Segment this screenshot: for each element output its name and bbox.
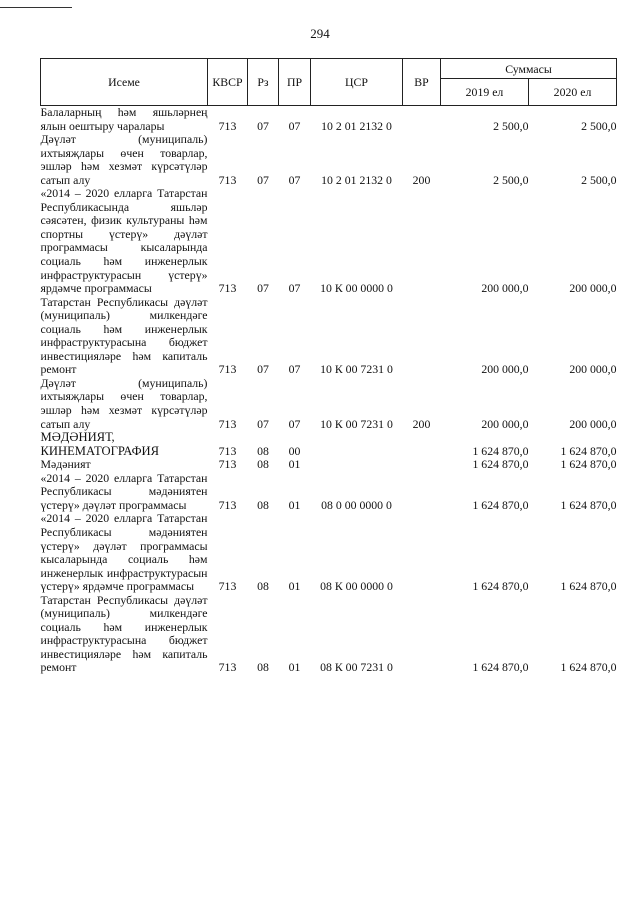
row-vr xyxy=(403,472,441,513)
row-kvsr: 713 xyxy=(218,362,237,377)
row-amount-2019: 1 624 870,0 xyxy=(472,443,529,458)
row-amount-2019: 200 000,0 xyxy=(481,281,529,296)
top-rule xyxy=(0,7,72,8)
row-rz: 07 xyxy=(257,416,269,431)
row-amount-2020: 1 624 870,0 xyxy=(560,457,617,472)
row-pr: 01 xyxy=(288,579,301,594)
row-rz: 08 xyxy=(257,497,269,512)
row-pr: 07 xyxy=(288,172,301,187)
row-rz: 07 xyxy=(257,118,269,133)
row-pr: 07 xyxy=(288,362,301,377)
row-amount-2019: 2 500,0 xyxy=(493,118,529,133)
header-sums: Суммасы xyxy=(441,59,617,79)
table-row xyxy=(41,472,617,513)
row-kvsr: 713 xyxy=(218,457,237,472)
row-kvsr: 713 xyxy=(218,118,237,133)
row-kvsr: 713 xyxy=(218,172,237,187)
row-kvsr: 713 xyxy=(218,416,237,431)
row-amount-2020: 1 624 870,0 xyxy=(560,497,617,512)
row-pr: 01 xyxy=(288,457,301,472)
header-csr: ЦСР xyxy=(311,59,403,106)
header-pr: ПР xyxy=(279,59,311,106)
row-name: «2014 – 2020 елларга Татарстан Республикасында яшьләр сәясәтен, физик культураны һәм спортны үстерү» дәүләт программасы кысаларында социаль һәм инженерлык инфраструктурасын үстерү» ярдәмче программасы xyxy=(40,186,208,296)
row-kvsr: 713 xyxy=(218,497,237,512)
row-vr xyxy=(403,187,441,295)
row-amount-2019: 2 500,0 xyxy=(493,172,529,187)
row-amount-2020: 1 624 870,0 xyxy=(560,579,617,594)
row-vr xyxy=(403,431,441,458)
row-pr: 01 xyxy=(288,497,301,512)
row-amount-2019: 200 000,0 xyxy=(481,362,529,377)
table-row xyxy=(41,458,617,472)
row-name: Татарстан Республикасы дәүләт (муниципаль) милкендәге социаль һәм инженерлык инфраструктурасына бюджет инвестицияләре һәм капиталь ремонт xyxy=(40,294,208,377)
row-csr: 10 К 00 0000 0 xyxy=(320,281,393,296)
row-name: «2014 – 2020 елларга Татарстан Республикасы мәдәниятен үстерү» дәүләт программасы кысаларында социаль һәм инженерлык инфраструктурасын үстерү» ярдәмче программасы xyxy=(40,511,208,594)
row-vr: 200 xyxy=(412,416,431,431)
row-csr: 10 К 00 7231 0 xyxy=(320,362,393,377)
row-pr: 07 xyxy=(288,416,301,431)
row-amount-2020: 200 000,0 xyxy=(569,281,617,296)
table-row xyxy=(41,431,617,458)
row-vr xyxy=(403,594,441,675)
header-name: Исеме xyxy=(41,59,208,106)
table-row xyxy=(41,133,617,187)
table-row xyxy=(41,377,617,431)
row-pr: 07 xyxy=(288,118,301,133)
header-year-2019: 2019 ел xyxy=(441,79,529,106)
row-csr: 08 К 00 0000 0 xyxy=(320,579,393,594)
row-csr xyxy=(311,458,403,472)
row-vr: 200 xyxy=(412,172,431,187)
header-kvsr: КВСР xyxy=(208,59,248,106)
row-pr: 00 xyxy=(288,443,301,458)
header-year-2020: 2020 ел xyxy=(529,79,617,106)
row-amount-2019: 1 624 870,0 xyxy=(472,660,529,675)
row-amount-2020: 200 000,0 xyxy=(569,416,617,431)
row-vr xyxy=(403,458,441,472)
row-kvsr: 713 xyxy=(218,660,237,675)
table-row xyxy=(41,594,617,675)
row-csr: 10 К 00 7231 0 xyxy=(320,416,393,431)
row-kvsr: 713 xyxy=(218,281,237,296)
row-name: Дәүләт (муниципаль) ихтыяҗлары өчен товарлар, эшләр һәм хезмәт күрсәтүләр сатып алу xyxy=(40,375,208,431)
budget-table xyxy=(40,58,617,675)
row-name: Мәдәният xyxy=(40,457,91,472)
row-amount-2020: 1 624 870,0 xyxy=(560,660,617,675)
row-amount-2020: 1 624 870,0 xyxy=(560,443,617,458)
header-rz: Рз xyxy=(248,59,279,106)
row-rz: 08 xyxy=(257,660,269,675)
row-rz: 07 xyxy=(257,362,269,377)
row-amount-2020: 2 500,0 xyxy=(581,118,617,133)
row-name: «2014 – 2020 елларга Татарстан Республикасы мәдәниятен үстерү» дәүләт программасы xyxy=(40,470,208,512)
row-rz: 07 xyxy=(257,172,269,187)
row-amount-2020: 200 000,0 xyxy=(569,362,617,377)
row-amount-2020: 2 500,0 xyxy=(581,172,617,187)
row-vr xyxy=(403,296,441,377)
page-number: 294 xyxy=(310,26,330,41)
row-csr: 10 2 01 2132 0 xyxy=(321,172,392,187)
row-csr: 08 0 00 0000 0 xyxy=(321,497,392,512)
row-amount-2019: 1 624 870,0 xyxy=(472,497,529,512)
row-amount-2019: 1 624 870,0 xyxy=(472,457,529,472)
row-name: Балаларның һәм яшьләрнең ялын оештыру чаралары xyxy=(40,105,208,133)
table-row xyxy=(41,512,617,593)
table-row xyxy=(41,296,617,377)
row-name: Дәүләт (муниципаль) ихтыяҗлары өчен товарлар, эшләр һәм хезмәт күрсәтүләр сатып алу xyxy=(40,132,208,187)
row-rz: 08 xyxy=(257,457,269,472)
row-amount-2019: 200 000,0 xyxy=(481,416,529,431)
table-row xyxy=(41,187,617,295)
row-pr: 07 xyxy=(288,281,301,296)
row-amount-2019: 1 624 870,0 xyxy=(472,579,529,594)
row-vr xyxy=(403,106,441,134)
row-rz: 08 xyxy=(257,443,269,458)
header-vr: ВР xyxy=(403,59,441,106)
row-csr: 08 К 00 7231 0 xyxy=(320,660,393,675)
row-name: МӘДӘНИЯТ, КИНЕМАТОГРАФИЯ xyxy=(40,430,160,458)
row-rz: 07 xyxy=(257,281,269,296)
row-pr: 01 xyxy=(288,660,301,675)
row-kvsr: 713 xyxy=(218,579,237,594)
table-row xyxy=(41,106,617,134)
row-vr xyxy=(403,512,441,593)
row-name: Татарстан Республикасы дәүләт (муниципаль) милкендәге социаль һәм инженерлык инфраструктурасына бюджет инвестицияләре һәм капиталь ремонт xyxy=(40,592,208,675)
row-kvsr: 713 xyxy=(218,443,237,458)
row-rz: 08 xyxy=(257,579,269,594)
row-csr: 10 2 01 2132 0 xyxy=(321,118,392,133)
row-csr xyxy=(311,431,403,458)
